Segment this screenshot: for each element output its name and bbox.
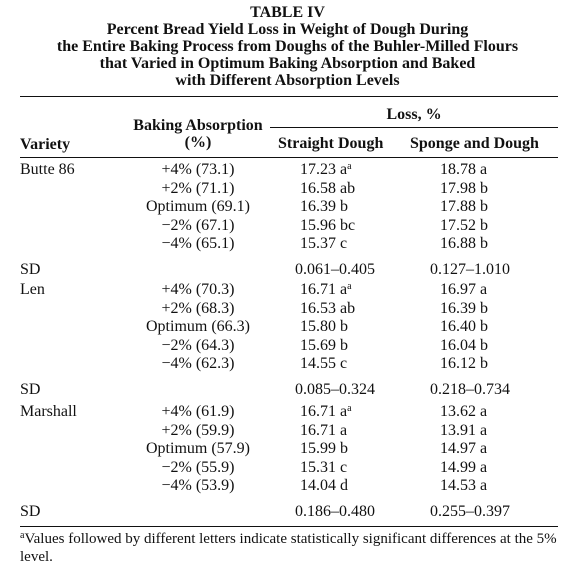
straight-dough-cell — [300, 235, 347, 253]
table-number: TABLE IV — [250, 4, 325, 21]
sponge-dough-cell: 16.88 b — [440, 235, 488, 252]
sponge-dough-cell: 17.52 b — [440, 216, 488, 234]
straight-dough-cell — [300, 198, 348, 216]
footnote-ref: a — [347, 403, 352, 414]
caption-line-2: the Entire Baking Process from Doughs of the Buhler-Milled Flours — [56, 38, 519, 55]
straight-dough-value: 16.71 a — [300, 421, 348, 439]
header-absorption-line-2: (%) — [184, 134, 212, 151]
sponge-dough-cell: 14.53 a — [440, 477, 488, 494]
straight-dough-value: 15.31 c — [300, 458, 348, 476]
absorption-cell: −2% (64.3) — [161, 336, 235, 354]
sd-sponge-range: 0.255–0.397 — [430, 502, 510, 520]
sd-label: SD — [20, 502, 41, 520]
straight-dough-value: 16.39 b — [300, 198, 348, 215]
footnote-ref: a — [347, 161, 352, 172]
caption-line-1: Percent Bread Yield Loss in Weight of Dough During — [106, 21, 469, 38]
straight-dough-cell — [300, 422, 347, 440]
straight-dough-value: 15.37 c — [300, 235, 348, 252]
sd-sponge-range: 0.127–1.010 — [430, 260, 510, 278]
header-sponge-and-dough: Sponge and Dough — [410, 135, 539, 152]
sd-label: SD — [20, 380, 41, 398]
absorption-cell: +2% (68.3) — [161, 299, 235, 317]
sponge-dough-cell: 13.62 a — [440, 403, 488, 420]
straight-dough-value: 15.69 b — [300, 336, 348, 354]
absorption-cell: −2% (67.1) — [161, 216, 235, 234]
variety-label: Butte 86 — [20, 161, 75, 178]
sponge-dough-cell: 16.12 b — [440, 355, 488, 372]
absorption-cell: Optimum (69.1) — [146, 198, 250, 215]
absorption-cell: +4% (73.1) — [161, 161, 235, 178]
straight-dough-value: 15.99 b — [300, 440, 348, 457]
straight-dough-value: 14.04 d — [300, 477, 348, 494]
absorption-cell: −4% (53.9) — [161, 477, 235, 494]
straight-dough-cell — [300, 440, 348, 458]
sponge-dough-cell: 16.97 a — [440, 281, 488, 298]
header-rule — [20, 157, 558, 158]
absorption-cell: +4% (70.3) — [161, 281, 235, 298]
footnote-ref: a — [347, 281, 352, 292]
absorption-cell: −4% (65.1) — [161, 235, 235, 252]
variety-label: Len — [20, 281, 45, 298]
sponge-dough-cell: 16.04 b — [440, 336, 488, 354]
straight-dough-cell — [300, 477, 348, 495]
straight-dough-cell — [300, 217, 355, 235]
absorption-cell: +2% (59.9) — [161, 421, 235, 439]
straight-dough-cell — [300, 161, 352, 179]
straight-dough-value: 15.96 bc — [300, 216, 356, 234]
sd-straight-range: 0.186–0.480 — [295, 502, 375, 520]
sponge-dough-cell: 14.97 a — [440, 440, 488, 457]
top-rule — [20, 96, 558, 97]
loss-underline — [270, 127, 558, 128]
straight-dough-cell — [300, 281, 352, 299]
absorption-cell: −4% (62.3) — [161, 355, 235, 372]
straight-dough-value: 16.53 ab — [300, 299, 356, 317]
straight-dough-cell — [300, 355, 347, 373]
header-absorption-line-1: Baking Absorption — [133, 117, 263, 134]
absorption-cell: Optimum (66.3) — [146, 318, 250, 335]
straight-dough-value: 14.55 c — [300, 355, 348, 372]
absorption-cell: +2% (71.1) — [161, 179, 235, 197]
straight-dough-value: 16.71 a — [300, 403, 348, 420]
sd-label: SD — [20, 260, 41, 278]
straight-dough-cell — [300, 337, 348, 355]
footnote — [20, 530, 560, 566]
straight-dough-value: 16.58 ab — [300, 179, 356, 197]
header-variety: Variety — [20, 136, 71, 153]
straight-dough-cell — [300, 459, 347, 477]
straight-dough-value: 15.80 b — [300, 318, 348, 335]
header-loss: Loss, % — [386, 106, 442, 123]
sponge-dough-cell: 14.99 a — [440, 458, 488, 476]
caption-line-3: that Varied in Optimum Baking Absorption and Baked — [99, 55, 476, 72]
sd-sponge-range: 0.218–0.734 — [430, 380, 510, 398]
sd-straight-range: 0.061–0.405 — [295, 260, 375, 278]
variety-label: Marshall — [20, 403, 77, 420]
sponge-dough-cell: 16.39 b — [440, 299, 488, 317]
footnote-text: Values followed by different letters indicate statistically significant differences at the 5% level. — [20, 531, 557, 565]
sponge-dough-cell: 16.40 b — [440, 318, 488, 335]
caption-line-4: with Different Absorption Levels — [175, 72, 400, 89]
straight-dough-cell — [300, 403, 352, 421]
absorption-cell: −2% (55.9) — [161, 458, 235, 476]
sponge-dough-cell: 18.78 a — [440, 161, 488, 178]
straight-dough-cell — [300, 318, 348, 336]
absorption-cell: Optimum (57.9) — [146, 440, 250, 457]
header-straight-dough: Straight Dough — [278, 135, 384, 152]
sponge-dough-cell: 17.88 b — [440, 198, 488, 215]
sd-straight-range: 0.085–0.324 — [295, 380, 375, 398]
straight-dough-value: 16.71 a — [300, 281, 348, 298]
straight-dough-cell — [300, 180, 355, 198]
straight-dough-cell — [300, 300, 355, 318]
sponge-dough-cell: 17.98 b — [440, 179, 488, 197]
absorption-cell: +4% (61.9) — [161, 403, 235, 420]
footnote-marker: a — [20, 530, 25, 541]
sponge-dough-cell: 13.91 a — [440, 421, 488, 439]
straight-dough-value: 17.23 a — [300, 161, 348, 178]
bottom-rule — [20, 526, 558, 527]
